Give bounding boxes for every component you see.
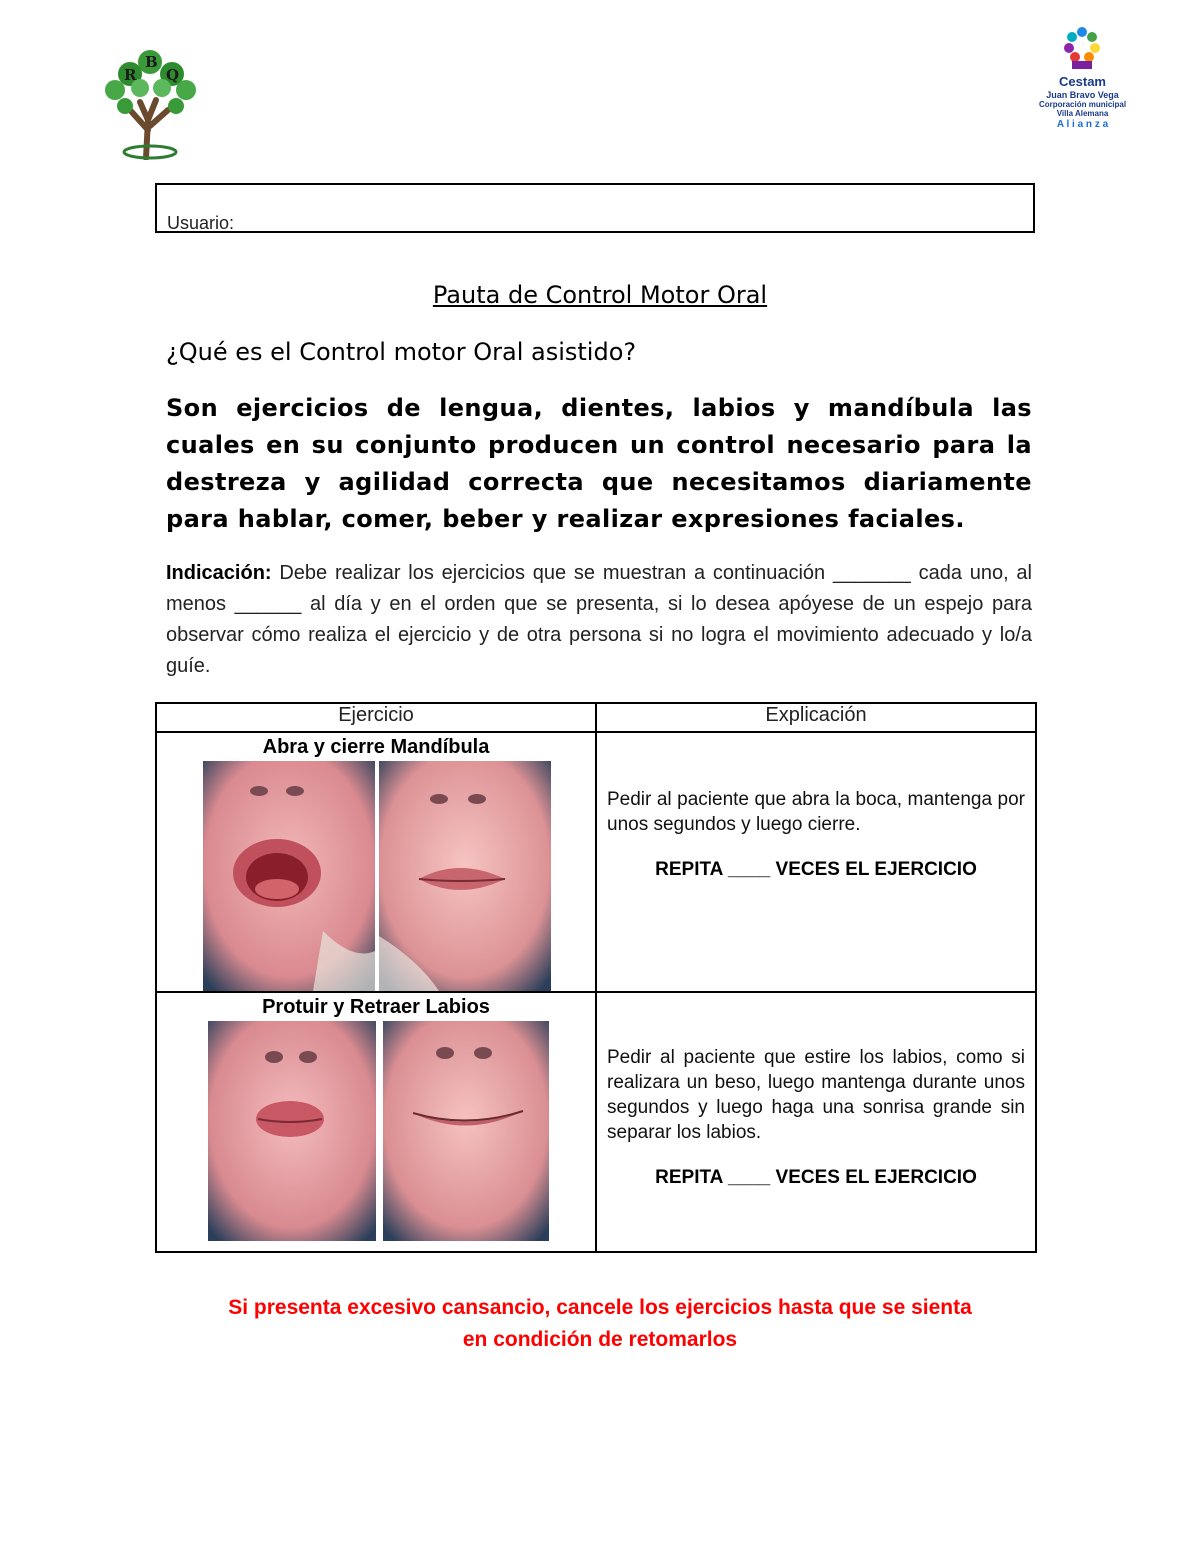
pursed-lips-photo [208,1021,376,1241]
user-label: Usuario: [167,213,235,233]
warning-line-1: Si presenta excesivo cansancio, cancele los ejercicios hasta que se sienta [228,1296,972,1319]
open-mouth-photo [203,761,375,991]
logo-letter-r: R [124,66,137,84]
instruction-text: Debe realizar los ejercicios que se muestran a continuación _______ cada uno, al menos ______ al día y en el orden que se presenta, si lo desea apóyese de un espejo para observar cómo realiza el ejercicio y de otra persona si no logra el movimiento adecuado y lo/a guíe. [166,562,1032,677]
header-explanation: Explicación [596,703,1036,732]
exercise-cell [156,992,596,1252]
table-row [156,732,1036,992]
corporation-name: Corporación municipal [1038,100,1127,110]
rbq-tree-logo [100,40,200,160]
user-field[interactable] [155,183,1035,233]
instruction-label: Indicación: [166,562,272,584]
header-exercise: Ejercicio [156,703,596,732]
smile-lips-photo [383,1021,549,1241]
table-row [156,992,1036,1252]
page-title: Pauta de Control Motor Oral [432,281,768,309]
exercise-photos [157,759,595,991]
alliance-label: A l i a n z a [1056,118,1109,130]
exercise-name: Protuir y Retraer Labios [262,996,490,1018]
cestam-logo [1030,25,1135,145]
cestam-subname: Juan Bravo Vega [1046,89,1119,100]
exercise-table [155,702,1037,1253]
exercise-explanation: Pedir al paciente que abra la boca, mantenga por unos segundos y luego cierre. [607,789,1025,835]
explanation-cell [596,732,1036,992]
cestam-emblem-icon [1030,25,1135,71]
city-name: Villa Alemana [1056,109,1109,119]
warning-line-2: en condición de retomarlos [462,1328,738,1351]
intro-paragraph: Son ejercicios de lengua, dientes, labios y mandíbula las cuales en su conjunto producen un control necesario para la destreza y agilidad correcta que necesitamos diariamente para hablar, comer, beber y realizar expresiones faciales. [166,394,1032,533]
closed-mouth-photo [379,761,551,991]
exercise-cell [156,732,596,992]
explanation-cell [596,992,1036,1252]
table-header-row [156,703,1036,732]
repeat-instruction: REPITA ____ VECES EL EJERCICIO [655,1167,977,1188]
cestam-name: Cestam [1059,74,1106,89]
repeat-instruction: REPITA ____ VECES EL EJERCICIO [655,859,977,880]
logo-letter-q: Q [166,66,180,84]
question-heading: ¿Qué es el Control motor Oral asistido? [166,338,637,366]
instruction-paragraph [166,558,1032,682]
fatigue-warning [0,1292,1200,1356]
logo-letter-b: B [145,53,158,71]
exercise-explanation: Pedir al paciente que estire los labios, como si realizara un beso, luego mantenga durante unos segundos y luego haga una sonrisa grande sin separar los labios. [607,1047,1025,1143]
exercise-name: Abra y cierre Mandíbula [262,736,490,758]
exercise-photos [157,1019,595,1251]
